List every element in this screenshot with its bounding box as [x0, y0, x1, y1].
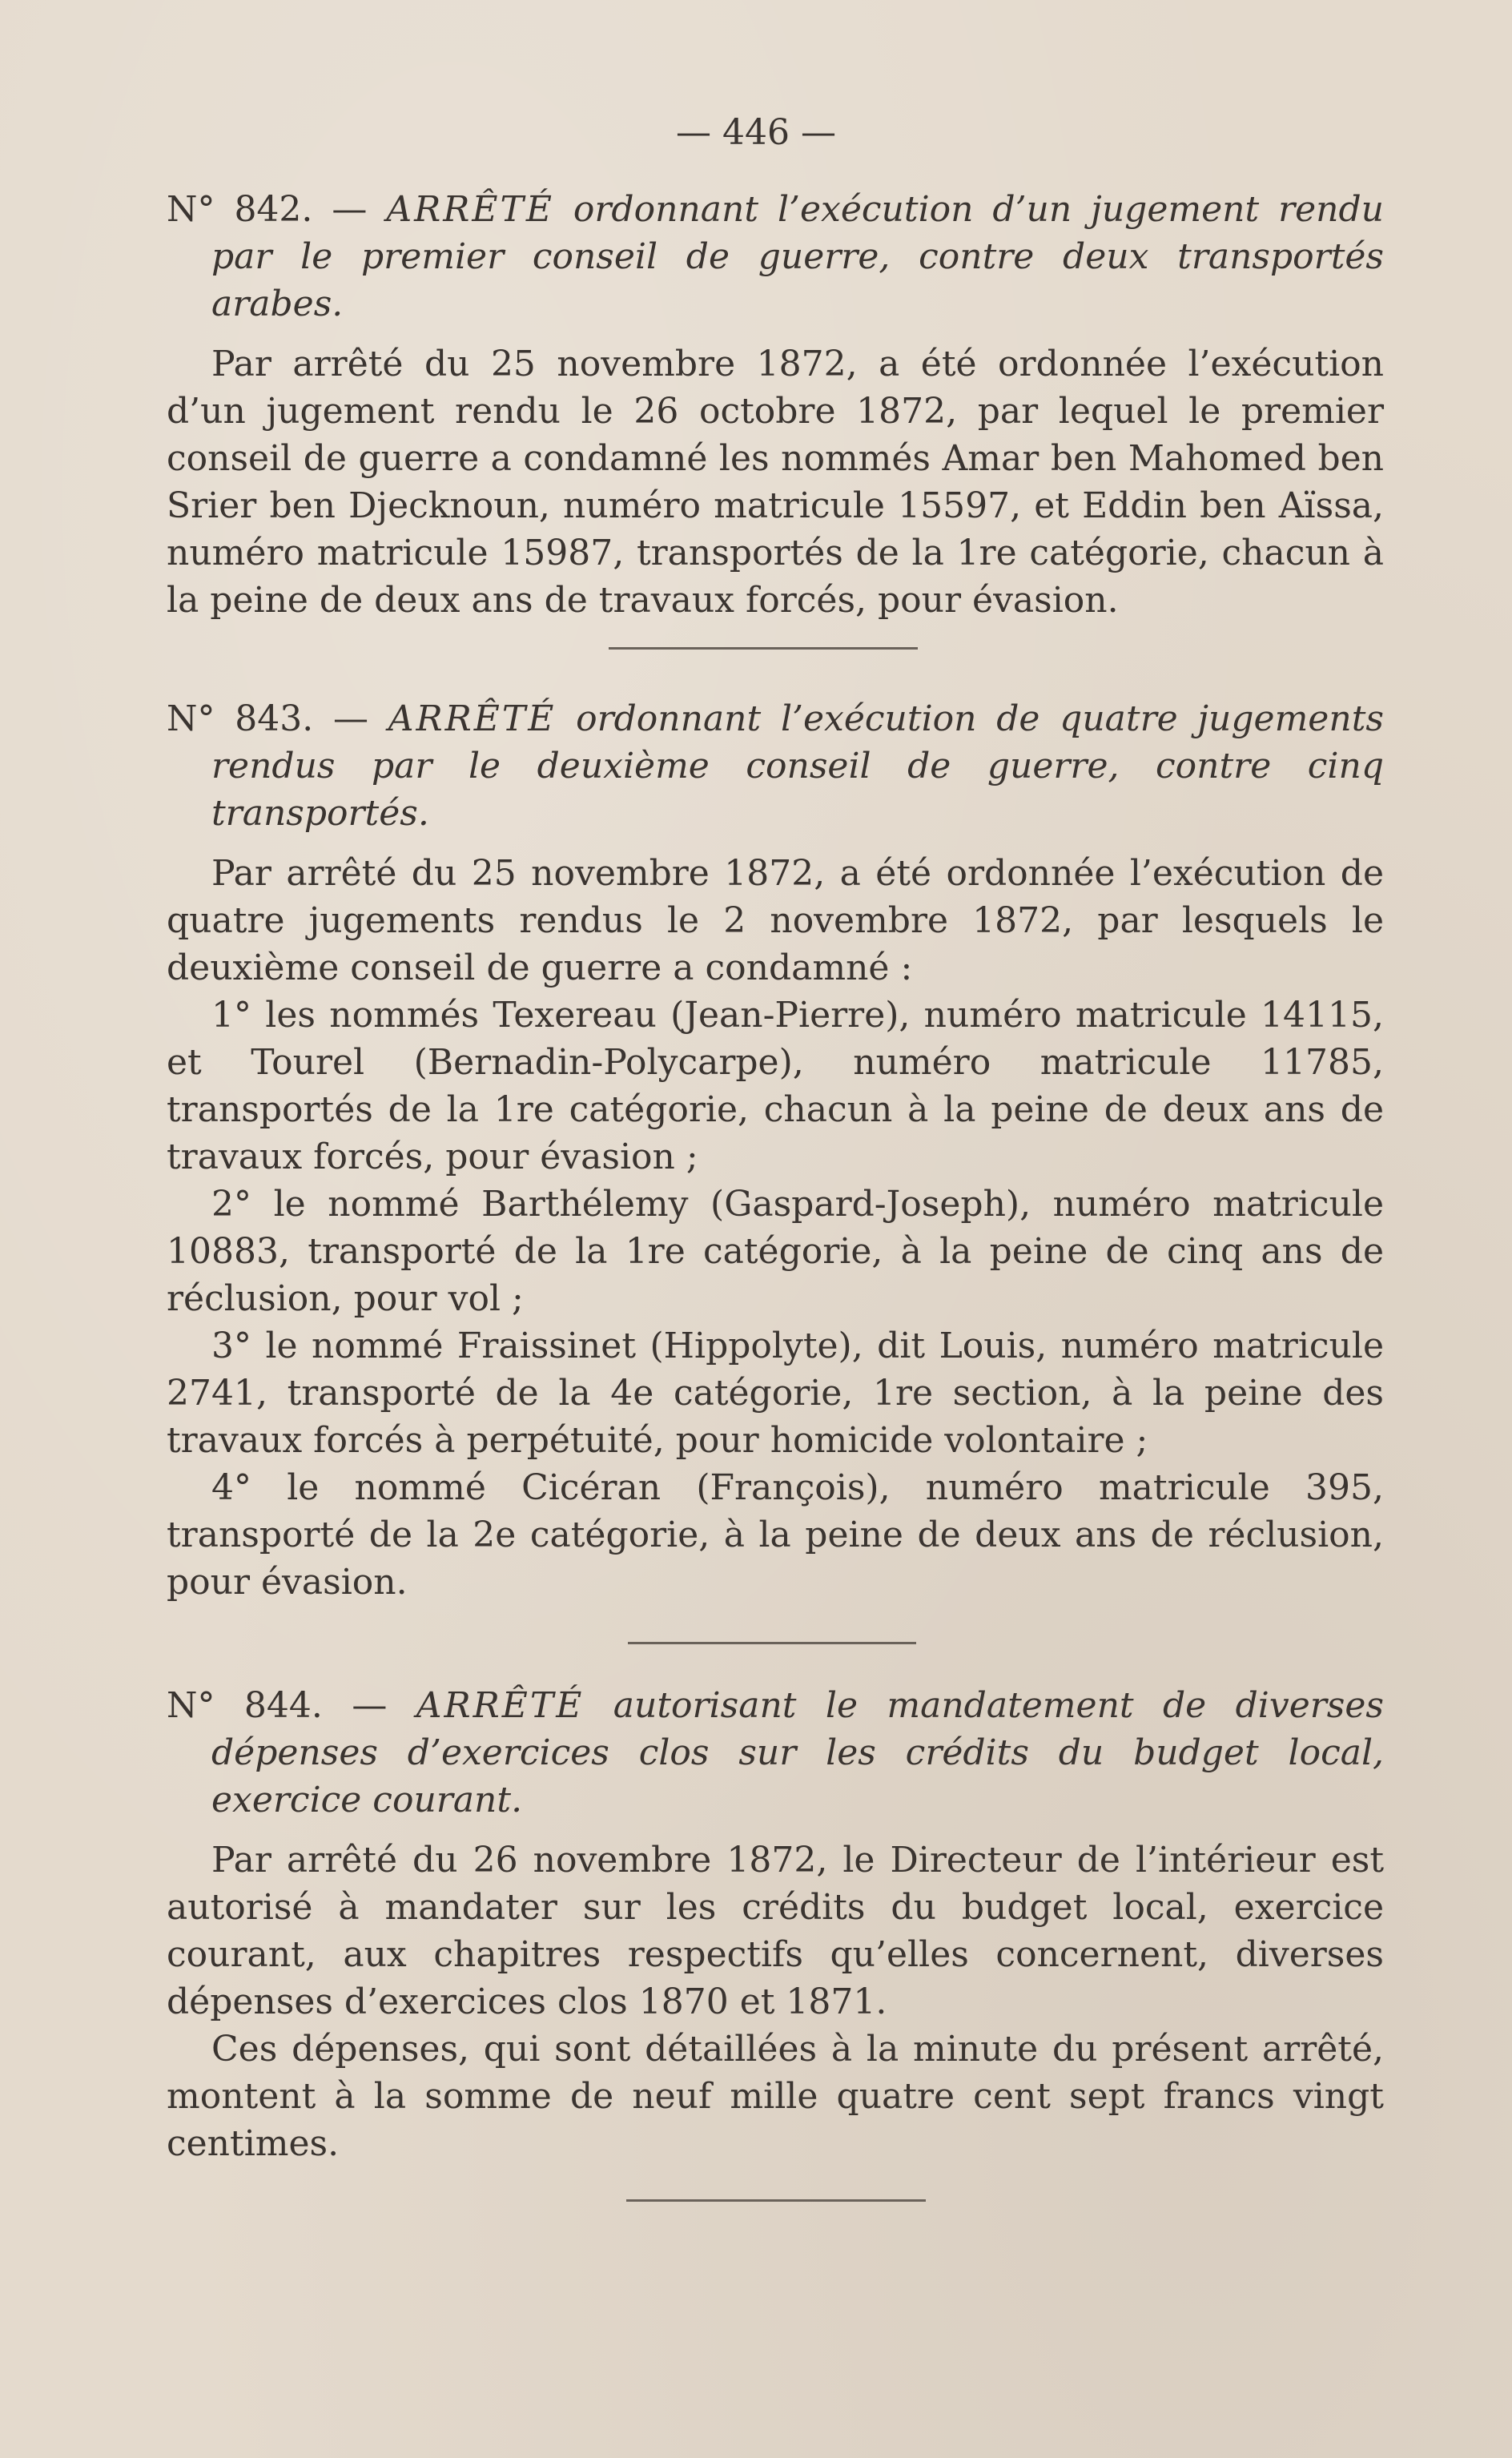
page-number: — 446 — [676, 112, 836, 153]
paragraph: Par arrêté du 26 novembre 1872, le Directeur de l’intérieur est autorisé à mandater sur les crédits du budget local, exercice courant, aux chapitres respectifs qu’elles concernent, diverses dépenses d’exercices clos 1870 et 1871. [167, 1840, 1384, 2022]
paragraph: 2° le nommé Barthélemy (Gaspard-Joseph), numéro matricule 10883, transporté de la 1re catégorie, à la peine de cinq ans de réclusion, pour vol ; [167, 1184, 1384, 1319]
section-label: ARRÊTÉ [386, 189, 554, 230]
section-label: ARRÊTÉ [388, 698, 557, 739]
paragraph: 3° le nommé Fraissinet (Hippolyte), dit Louis, numéro matricule 2741, transporté de la 4e catégorie, 1re section, à la peine des travaux forcés à perpétuité, pour homicide volontaire ; [167, 1326, 1384, 1461]
title-dash: — [332, 189, 368, 230]
section-title [167, 1682, 1384, 1824]
section-number: N° 842. [167, 189, 313, 230]
section-title [167, 186, 1384, 328]
paragraph: 4° le nommé Cicéran (François), numéro matricule 395, transporté de la 2e catégorie, à la peine de deux ans de réclusion, pour évasion. [167, 1467, 1384, 1603]
paragraph: 1° les nommés Texereau (Jean-Pierre), numéro matricule 14115, et Tourel (Bernadin-Polycarpe), numéro matricule 11785, transportés de la 1re catégorie, chacun à la peine de deux ans de travaux forcés, pour évasion ; [167, 995, 1384, 1177]
section-number: N° 844. [167, 1685, 323, 1726]
title-dash: — [352, 1685, 388, 1726]
section-843 [167, 695, 1384, 1606]
section-title [167, 695, 1384, 837]
title-dash: — [332, 698, 368, 739]
section-number: N° 843. [167, 698, 314, 739]
section-842 [167, 186, 1384, 624]
section-subject: ordonnant l’exécution de quatre jugements rendus par le deuxième conseil de guerre, contre cinq transportés. [211, 698, 1384, 834]
section-subject: autorisant le mandatement de diverses dépenses d’exercices clos sur les crédits du budget local, exercice courant. [211, 1685, 1384, 1820]
section-subject: ordonnant l’exécution d’un jugement rendu par le premier conseil de guerre, contre deux transportés arabes. [211, 189, 1384, 324]
section-divider [628, 1642, 916, 1644]
paragraph: Par arrêté du 25 novembre 1872, a été ordonnée l’exécution d’un jugement rendu le 26 octobre 1872, par lequel le premier conseil de guerre a condamné les nommés Amar ben Mahomed ben Srier ben Djecknoun, numéro matricule 15597, et Eddin ben Aïssa, numéro matricule 15987, transportés de la 1re catégorie, chacun à la peine de deux ans de travaux forcés, pour évasion. [167, 344, 1384, 621]
section-divider [626, 2199, 926, 2202]
section-divider [609, 647, 918, 650]
section-label: ARRÊTÉ [416, 1685, 585, 1726]
section-844 [167, 1682, 1384, 2167]
paragraph: Ces dépenses, qui sont détaillées à la minute du présent arrêté, montent à la somme de neuf mille quatre cent sept francs vingt centimes. [167, 2029, 1384, 2164]
paragraph: Par arrêté du 25 novembre 1872, a été ordonnée l’exécution de quatre jugements rendus le 2 novembre 1872, par lesquels le deuxième conseil de guerre a condamné : [167, 853, 1384, 988]
